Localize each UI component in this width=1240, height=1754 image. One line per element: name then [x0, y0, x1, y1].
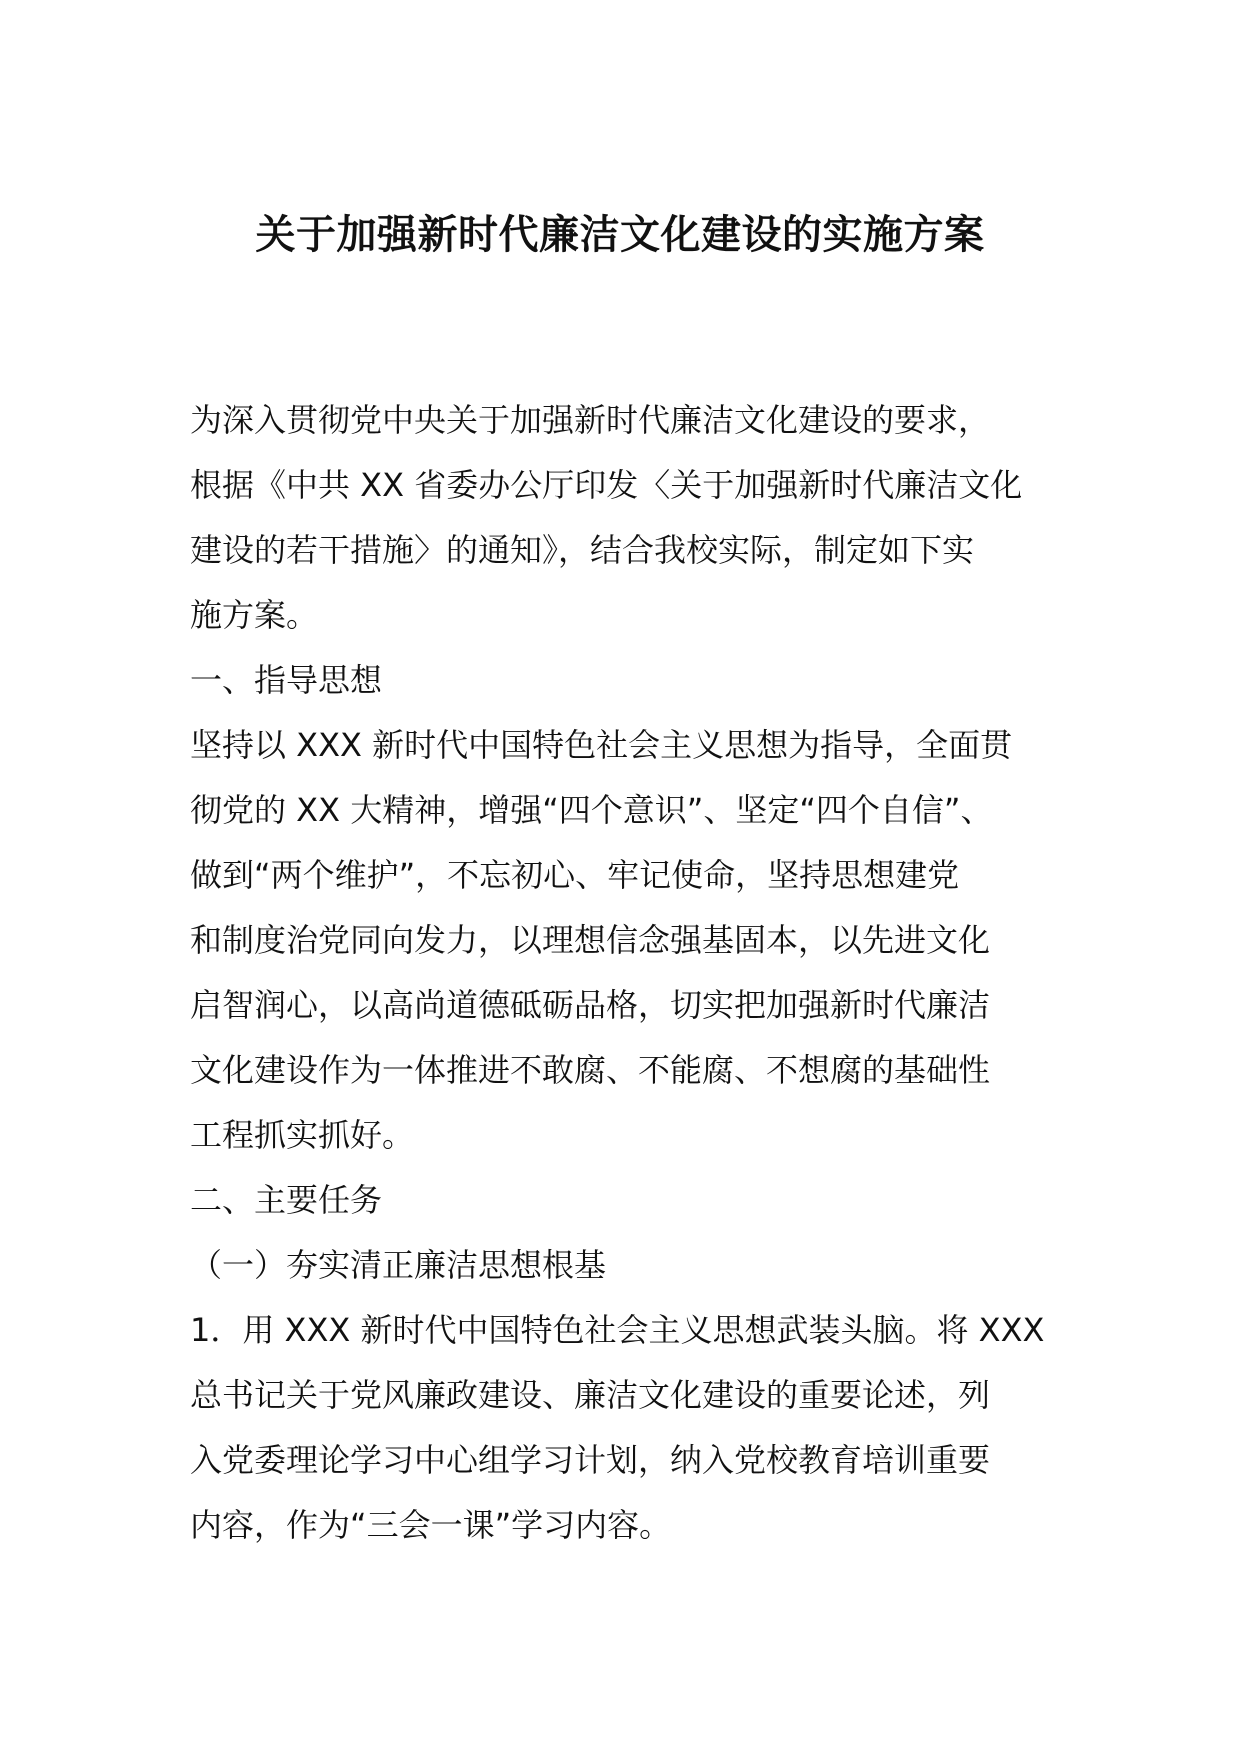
subsection-heading-text: （一）夯实清正廉洁思想根基 [190, 1246, 607, 1284]
text-line: 坚持以 XXX 新时代中国特色社会主义思想为指导，全面贯 [190, 726, 1013, 764]
text-line: 启智润心，以高尚道德砥砺品格，切实把加强新时代廉洁 [190, 986, 991, 1024]
section-heading-text: 二、主要任务 [190, 1181, 383, 1219]
section-heading-guiding-ideology [190, 648, 1070, 713]
text-line: 做到“两个维护”，不忘初心、牢记使命，坚持思想建党 [190, 856, 960, 894]
text-line: 总书记关于党风廉政建设、廉洁文化建设的重要论述，列 [190, 1376, 991, 1414]
document-title: 关于加强新时代廉洁文化建设的实施方案 [255, 212, 985, 258]
guiding-ideology-paragraph [190, 713, 1070, 1168]
section-heading-main-tasks [190, 1168, 1070, 1233]
text-line: 内容，作为“三会一课”学习内容。 [190, 1506, 672, 1544]
section-heading-text: 一、指导思想 [190, 661, 383, 699]
text-line: 为深入贯彻党中央关于加强新时代廉洁文化建设的要求， [190, 401, 991, 439]
text-line: 文化建设作为一体推进不敢腐、不能腐、不想腐的基础性 [190, 1051, 991, 1089]
text-line: 建设的若干措施〉的通知》，结合我校实际，制定如下实 [190, 531, 975, 569]
document-body [190, 388, 1070, 1558]
text-line: 施方案。 [190, 596, 319, 634]
text-line: 工程抓实抓好。 [190, 1116, 415, 1154]
subsection-heading [190, 1233, 1070, 1298]
text-line: 1．用 XXX 新时代中国特色社会主义思想武装头脑。将 XXX [190, 1311, 1045, 1349]
intro-paragraph [190, 388, 1070, 648]
text-line: 根据《中共 XX 省委办公厅印发〈关于加强新时代廉洁文化 [190, 466, 1023, 504]
text-line: 彻党的 XX 大精神，增强“四个意识”、坚定“四个自信”、 [190, 791, 993, 829]
task-item-1-paragraph [190, 1298, 1070, 1558]
text-line: 和制度治党同向发力，以理想信念强基固本，以先进文化 [190, 921, 991, 959]
text-line: 入党委理论学习中心组学习计划，纳入党校教育培训重要 [190, 1441, 991, 1479]
